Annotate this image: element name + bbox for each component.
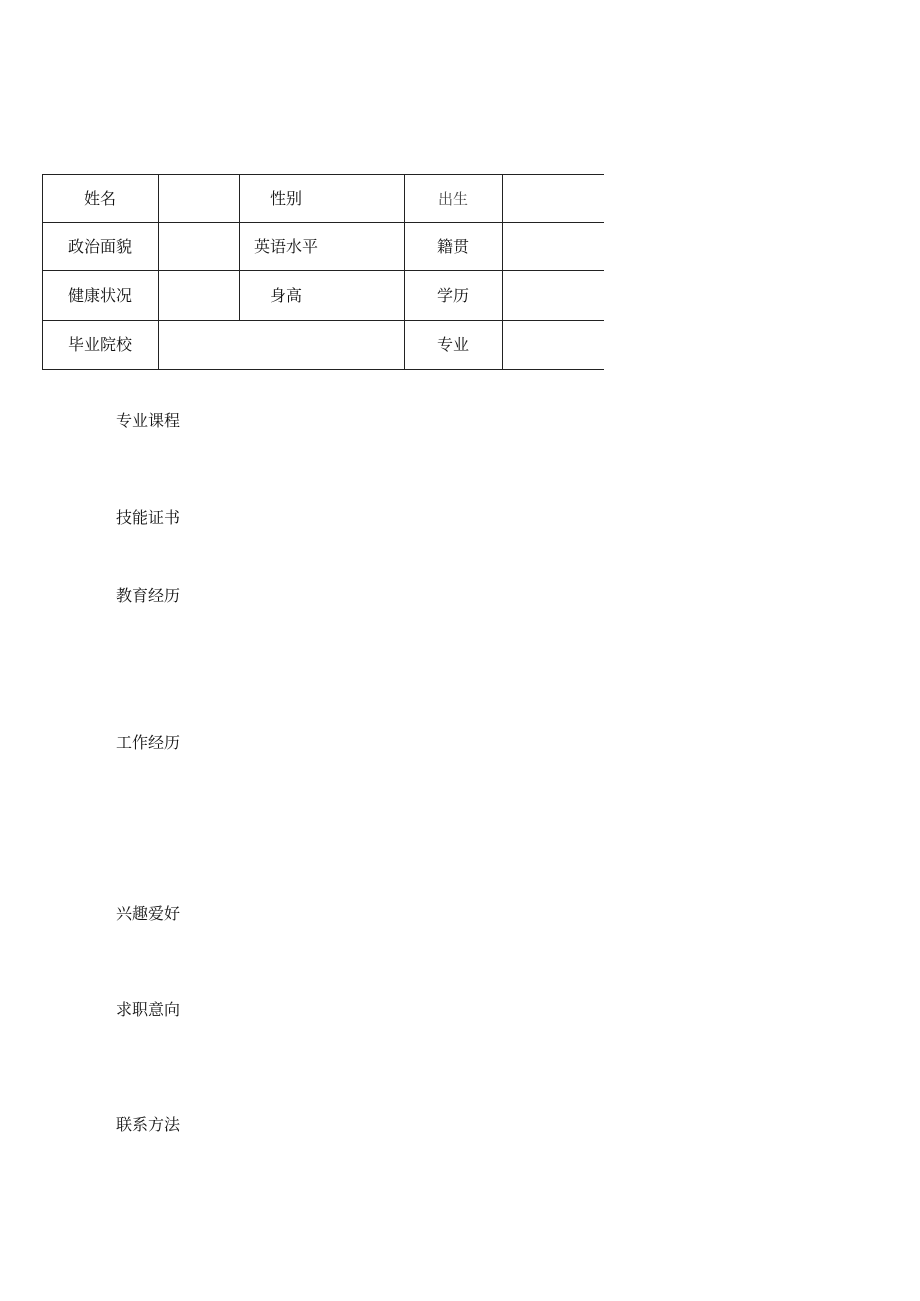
- personal-info-table: [42, 174, 604, 370]
- political-status-label: 政治面貌: [68, 237, 133, 256]
- section-work-history-label: 工作经历: [116, 733, 181, 752]
- education-level-value-cell[interactable]: [503, 271, 604, 320]
- native-place-label: 籍贯: [437, 237, 470, 256]
- education-level-label: 学历: [437, 286, 470, 305]
- graduate-school-value-cell[interactable]: [159, 321, 404, 369]
- table-border-left: [42, 174, 43, 370]
- table-column-divider: [404, 174, 405, 370]
- graduate-school-label: 毕业院校: [68, 335, 133, 354]
- gender-label: 性别: [270, 189, 303, 208]
- section-education-history-label: 教育经历: [116, 586, 181, 605]
- major-value-cell[interactable]: [503, 321, 604, 369]
- native-place-value-cell[interactable]: [503, 223, 604, 270]
- birth-label: 出生: [438, 190, 469, 208]
- health-status-value-cell[interactable]: [159, 271, 239, 320]
- name-value-cell[interactable]: [159, 175, 239, 222]
- english-level-label: 英语水平: [254, 237, 319, 256]
- section-job-intention-label: 求职意向: [116, 1000, 181, 1019]
- section-certificates-label: 技能证书: [116, 508, 181, 527]
- political-status-value-cell[interactable]: [159, 223, 239, 270]
- major-label: 专业: [437, 335, 470, 354]
- table-border-bottom: [42, 369, 604, 370]
- name-label: 姓名: [84, 189, 117, 208]
- section-hobbies-label: 兴趣爱好: [116, 904, 181, 923]
- section-courses-label: 专业课程: [116, 411, 181, 430]
- birth-value-cell[interactable]: [503, 175, 604, 222]
- height-label: 身高: [270, 286, 303, 305]
- health-status-label: 健康状况: [68, 286, 133, 305]
- section-contact-label: 联系方法: [116, 1115, 181, 1134]
- table-column-divider: [239, 174, 240, 320]
